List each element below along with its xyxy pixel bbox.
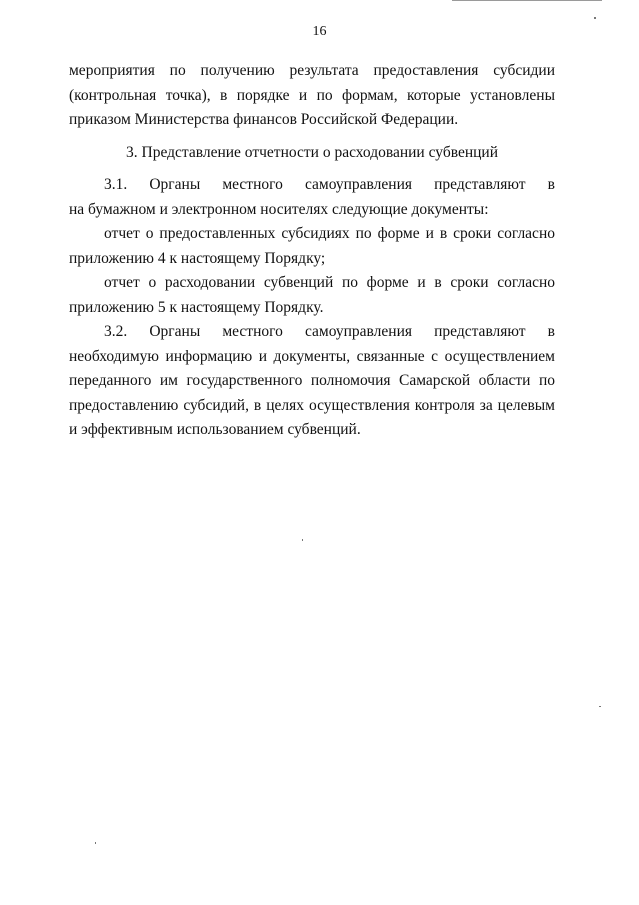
text-line: 3.1. Органы местного самоуправления представляют в — [104, 176, 555, 193]
continuation-paragraph — [69, 59, 555, 133]
text-line: 3.2. Органы местного самоуправления представляют в — [104, 323, 555, 340]
text-line: мероприятия по получению результата предоставления субсидии — [69, 62, 555, 79]
paragraph-3-1 — [69, 173, 555, 222]
text-line: отчет о предоставленных субсидиях по форме и в сроки согласно — [104, 225, 555, 242]
list-item-report-subventions — [69, 271, 555, 320]
list-item-report-subsidies — [69, 222, 555, 271]
text-line: отчет о расходовании субвенций по форме и в сроки согласно — [104, 274, 555, 291]
page-number: 16 — [312, 24, 327, 39]
scan-artifact-dot — [594, 17, 596, 19]
text-line: переданного им государственного полномочия Самарской области по — [69, 372, 555, 389]
text-line: предоставлению субсидий, в целях осуществления контроля за целевым — [69, 396, 555, 414]
document-body — [69, 59, 555, 443]
text-line: приложению 5 к настоящему Порядку. — [69, 298, 324, 316]
scan-artifact-dot — [599, 706, 601, 707]
text-line: необходимую информацию и документы, связанные с осуществлением — [69, 347, 555, 365]
text-line: приказом Министерства финансов Российской Федерации. — [69, 111, 459, 128]
text-line: на бумажном и электронном носителях следующие документы: — [69, 200, 489, 218]
paragraph-3-2 — [69, 320, 555, 443]
section-heading: 3. Представление отчетности о расходовании субвенций — [126, 143, 498, 161]
scan-artifact-dot — [95, 842, 96, 844]
scan-artifact-top-line — [452, 0, 602, 1]
text-line: приложению 4 к настоящему Порядку; — [69, 249, 326, 267]
scan-artifact-dot — [302, 539, 303, 541]
text-line: и эффективным использованием субвенций. — [69, 421, 361, 438]
text-line: (контрольная точка), в порядке и по формам, которые установлены — [69, 86, 555, 104]
